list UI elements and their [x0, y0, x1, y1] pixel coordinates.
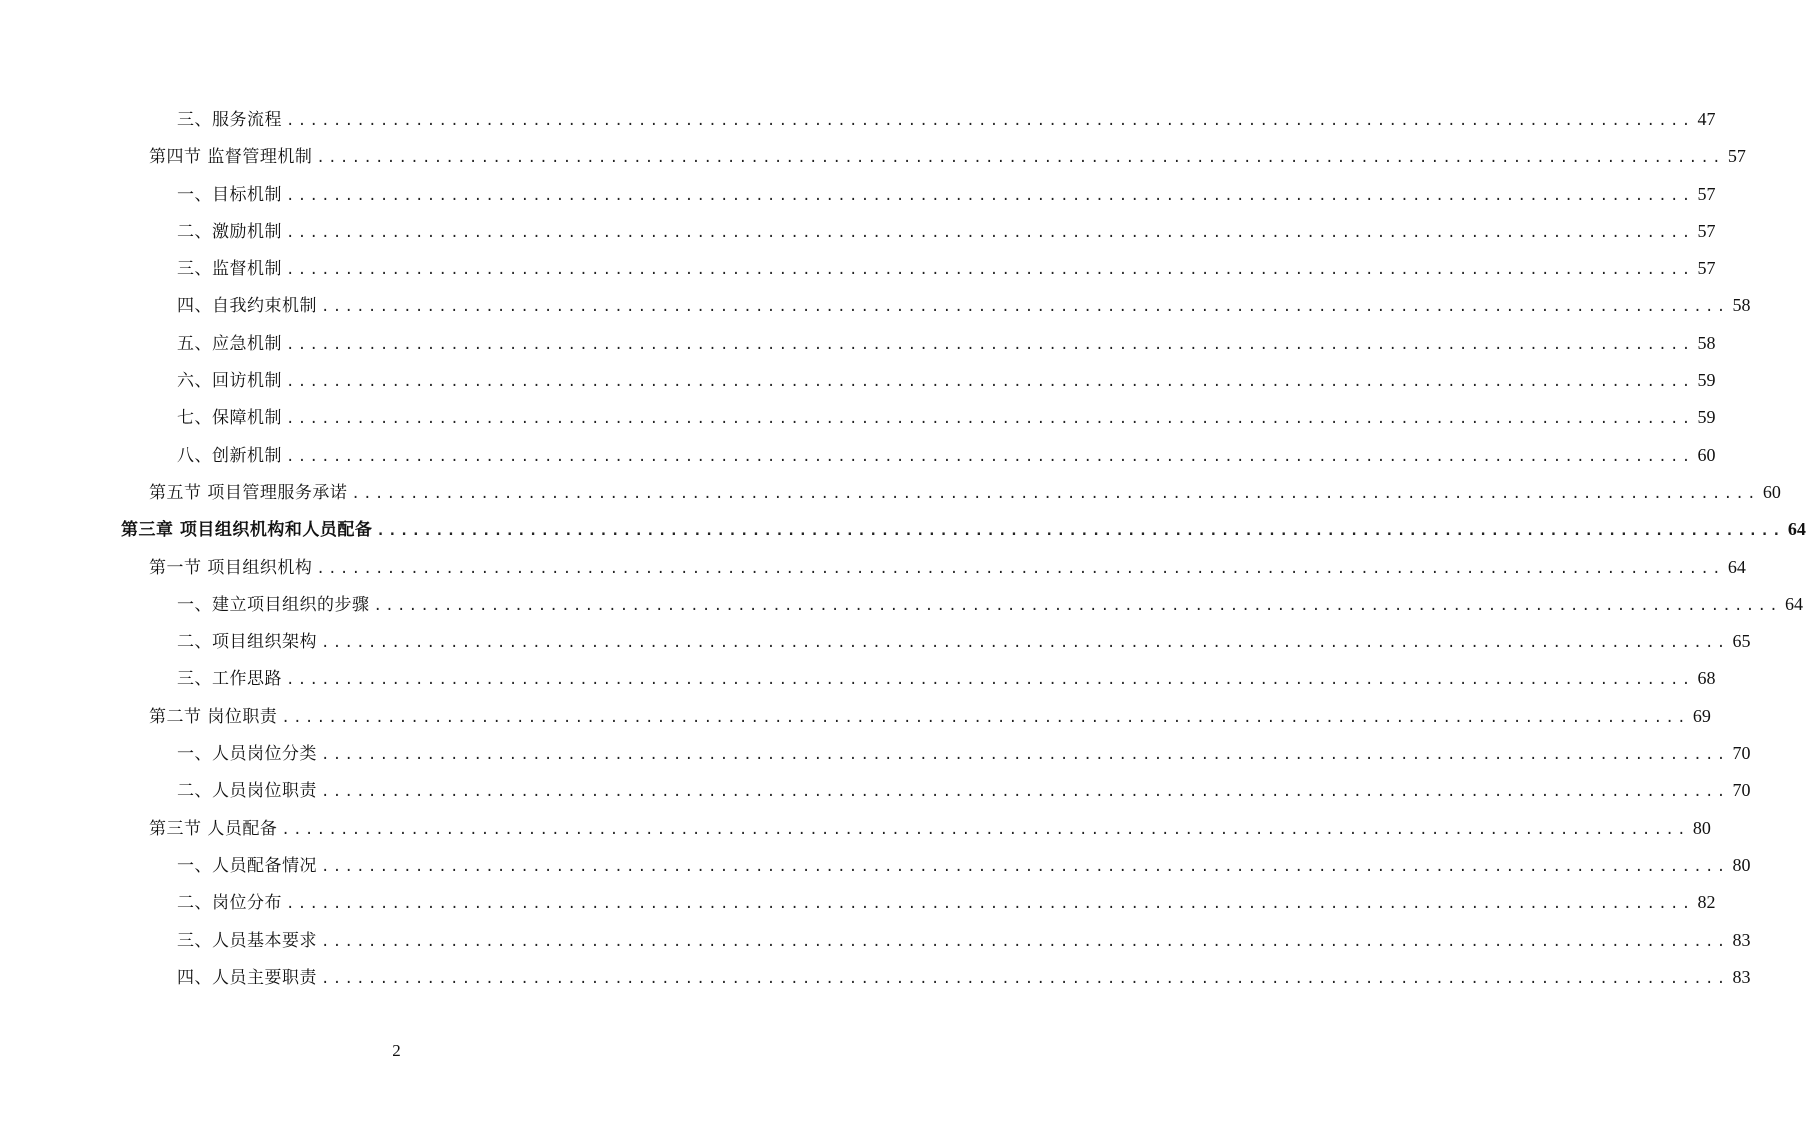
toc-dot-leader: ........................................................................................................................ — [321, 747, 1729, 764]
toc-subsection-entry[interactable] — [0, 847, 1751, 884]
toc-entry-title: 三、工作思路 — [177, 669, 282, 690]
toc-dot-leader: ........................................................................................................................ — [286, 336, 1694, 353]
toc-subsection-entry[interactable] — [0, 660, 1716, 697]
toc-entry-page-number: 80 — [1692, 817, 1711, 838]
toc-dot-leader: ........................................................................................................................ — [321, 970, 1729, 987]
toc-section-entry[interactable] — [0, 698, 1711, 735]
toc-subsection-entry[interactable] — [0, 884, 1716, 921]
toc-entry-title: 八、创新机制 — [177, 445, 282, 466]
toc-subsection-entry[interactable] — [0, 586, 1803, 623]
toc-entry-page-number: 47 — [1697, 109, 1716, 129]
toc-entry-title: 四、自我约束机制 — [177, 296, 317, 317]
toc-entry-page-number: 83 — [1732, 929, 1751, 950]
toc-dot-leader: ........................................................................................................................ — [286, 262, 1694, 279]
toc-entry-title: 五、应急机制 — [177, 333, 282, 354]
toc-dot-leader: ........................................................................................................................ — [321, 784, 1729, 801]
toc-dot-leader: ........................................................................................................................ — [286, 113, 1694, 129]
toc-subsection-entry[interactable] — [0, 325, 1716, 362]
toc-subsection-entry[interactable] — [0, 213, 1716, 250]
toc-dot-leader: ........................................................................................................................ — [321, 635, 1729, 652]
toc-subsection-entry[interactable] — [0, 101, 1716, 138]
toc-subsection-entry[interactable] — [0, 362, 1716, 399]
toc-dot-leader: ........................................................................................................................ — [321, 299, 1729, 316]
toc-dot-leader: ........................................................................................................................ — [286, 187, 1694, 204]
toc-section-entry[interactable] — [0, 474, 1781, 511]
toc-subsection-entry[interactable] — [0, 287, 1751, 324]
toc-dot-leader: ........................................................................................................................ — [286, 374, 1694, 391]
toc-entry-title: 三、监督机制 — [177, 259, 282, 280]
toc-entry-page-number: 68 — [1697, 668, 1716, 689]
toc-subsection-entry[interactable] — [0, 623, 1751, 660]
toc-entry-page-number: 65 — [1732, 631, 1751, 652]
toc-entry-page-number: 64 — [1727, 556, 1746, 577]
toc-entry-title: 三、人员基本要求 — [177, 930, 317, 951]
toc-section-entry[interactable] — [0, 138, 1746, 175]
toc-dot-leader: ........................................................................................................................ — [373, 597, 1781, 614]
toc-entry-page-number: 82 — [1697, 892, 1716, 913]
toc-entry-title: 二、岗位分布 — [177, 893, 282, 914]
toc-dot-leader: ........................................................................................................................ — [286, 448, 1694, 465]
toc-entry-page-number: 57 — [1697, 258, 1716, 279]
toc-dot-leader: ........................................................................................................................ — [321, 933, 1729, 950]
toc-entry-page-number: 57 — [1727, 146, 1746, 167]
toc-subsection-entry[interactable] — [0, 735, 1751, 772]
toc-entry-page-number: 60 — [1697, 444, 1716, 465]
toc-dot-leader: ........................................................................................................................ — [286, 224, 1694, 241]
toc-dot-leader: ........................................................................................................................ — [321, 858, 1729, 875]
toc-subsection-entry[interactable] — [0, 772, 1751, 809]
toc-dot-leader: ........................................................................................................................ — [286, 896, 1694, 913]
toc-entry-title: 第二节 岗位职责 — [149, 706, 278, 727]
toc-entry-title: 二、项目组织架构 — [177, 632, 317, 653]
toc-entry-page-number: 59 — [1697, 370, 1716, 391]
toc-dot-leader: ........................................................................................................................ — [351, 485, 1759, 502]
toc-subsection-entry[interactable] — [0, 250, 1716, 287]
toc-entry-page-number: 57 — [1697, 220, 1716, 241]
toc-entry-title: 一、人员配备情况 — [177, 855, 317, 876]
toc-entry-page-number: 64 — [1784, 593, 1803, 614]
table-of-contents — [0, 101, 1806, 996]
toc-entry-title: 第四节 监督管理机制 — [149, 147, 313, 168]
toc-entry-page-number: 80 — [1732, 854, 1751, 875]
toc-entry-page-number: 70 — [1732, 743, 1751, 764]
toc-section-entry[interactable] — [0, 810, 1711, 847]
toc-entry-page-number: 59 — [1697, 407, 1716, 428]
toc-entry-page-number: 64 — [1787, 519, 1806, 540]
toc-dot-leader: ........................................................................................................................ — [286, 672, 1694, 689]
toc-entry-title: 第三章 项目组织机构和人员配备 — [121, 520, 373, 541]
toc-entry-title: 第一节 项目组织机构 — [149, 557, 313, 578]
toc-entry-page-number: 60 — [1762, 481, 1781, 502]
toc-entry-title: 二、激励机制 — [177, 221, 282, 242]
toc-subsection-entry[interactable] — [0, 959, 1751, 996]
toc-entry-page-number: 70 — [1732, 780, 1751, 801]
toc-subsection-entry[interactable] — [0, 437, 1716, 474]
toc-chapter-entry[interactable] — [0, 511, 1806, 548]
toc-dot-leader: ........................................................................................................................ — [376, 523, 1784, 540]
toc-entry-title: 二、人员岗位职责 — [177, 781, 317, 802]
toc-subsection-entry[interactable] — [0, 399, 1716, 436]
toc-entry-page-number: 57 — [1697, 183, 1716, 204]
toc-entry-title: 一、目标机制 — [177, 184, 282, 205]
toc-dot-leader: ........................................................................................................................ — [316, 560, 1724, 577]
toc-section-entry[interactable] — [0, 549, 1746, 586]
toc-dot-leader: ........................................................................................................................ — [281, 821, 1689, 838]
toc-dot-leader: ........................................................................................................................ — [316, 150, 1724, 167]
toc-entry-page-number: 83 — [1732, 966, 1751, 987]
toc-entry-page-number: 69 — [1692, 705, 1711, 726]
toc-entry-title: 六、回访机制 — [177, 371, 282, 392]
toc-dot-leader: ........................................................................................................................ — [281, 709, 1689, 726]
toc-entry-title: 三、服务流程 — [177, 110, 282, 130]
toc-entry-title: 一、人员岗位分类 — [177, 744, 317, 765]
toc-subsection-entry[interactable] — [0, 922, 1751, 959]
toc-entry-page-number: 58 — [1697, 332, 1716, 353]
toc-entry-title: 第五节 项目管理服务承诺 — [149, 482, 348, 503]
toc-entry-title: 七、保障机制 — [177, 408, 282, 429]
toc-entry-title: 第三节 人员配备 — [149, 818, 278, 839]
toc-dot-leader: ........................................................................................................................ — [286, 411, 1694, 428]
toc-entry-page-number: 58 — [1732, 295, 1751, 316]
toc-entry-title: 四、人员主要职责 — [177, 967, 317, 988]
toc-subsection-entry[interactable] — [0, 176, 1716, 213]
page-number: 2 — [392, 1041, 401, 1060]
toc-entry-title: 一、建立项目组织的步骤 — [177, 594, 370, 615]
